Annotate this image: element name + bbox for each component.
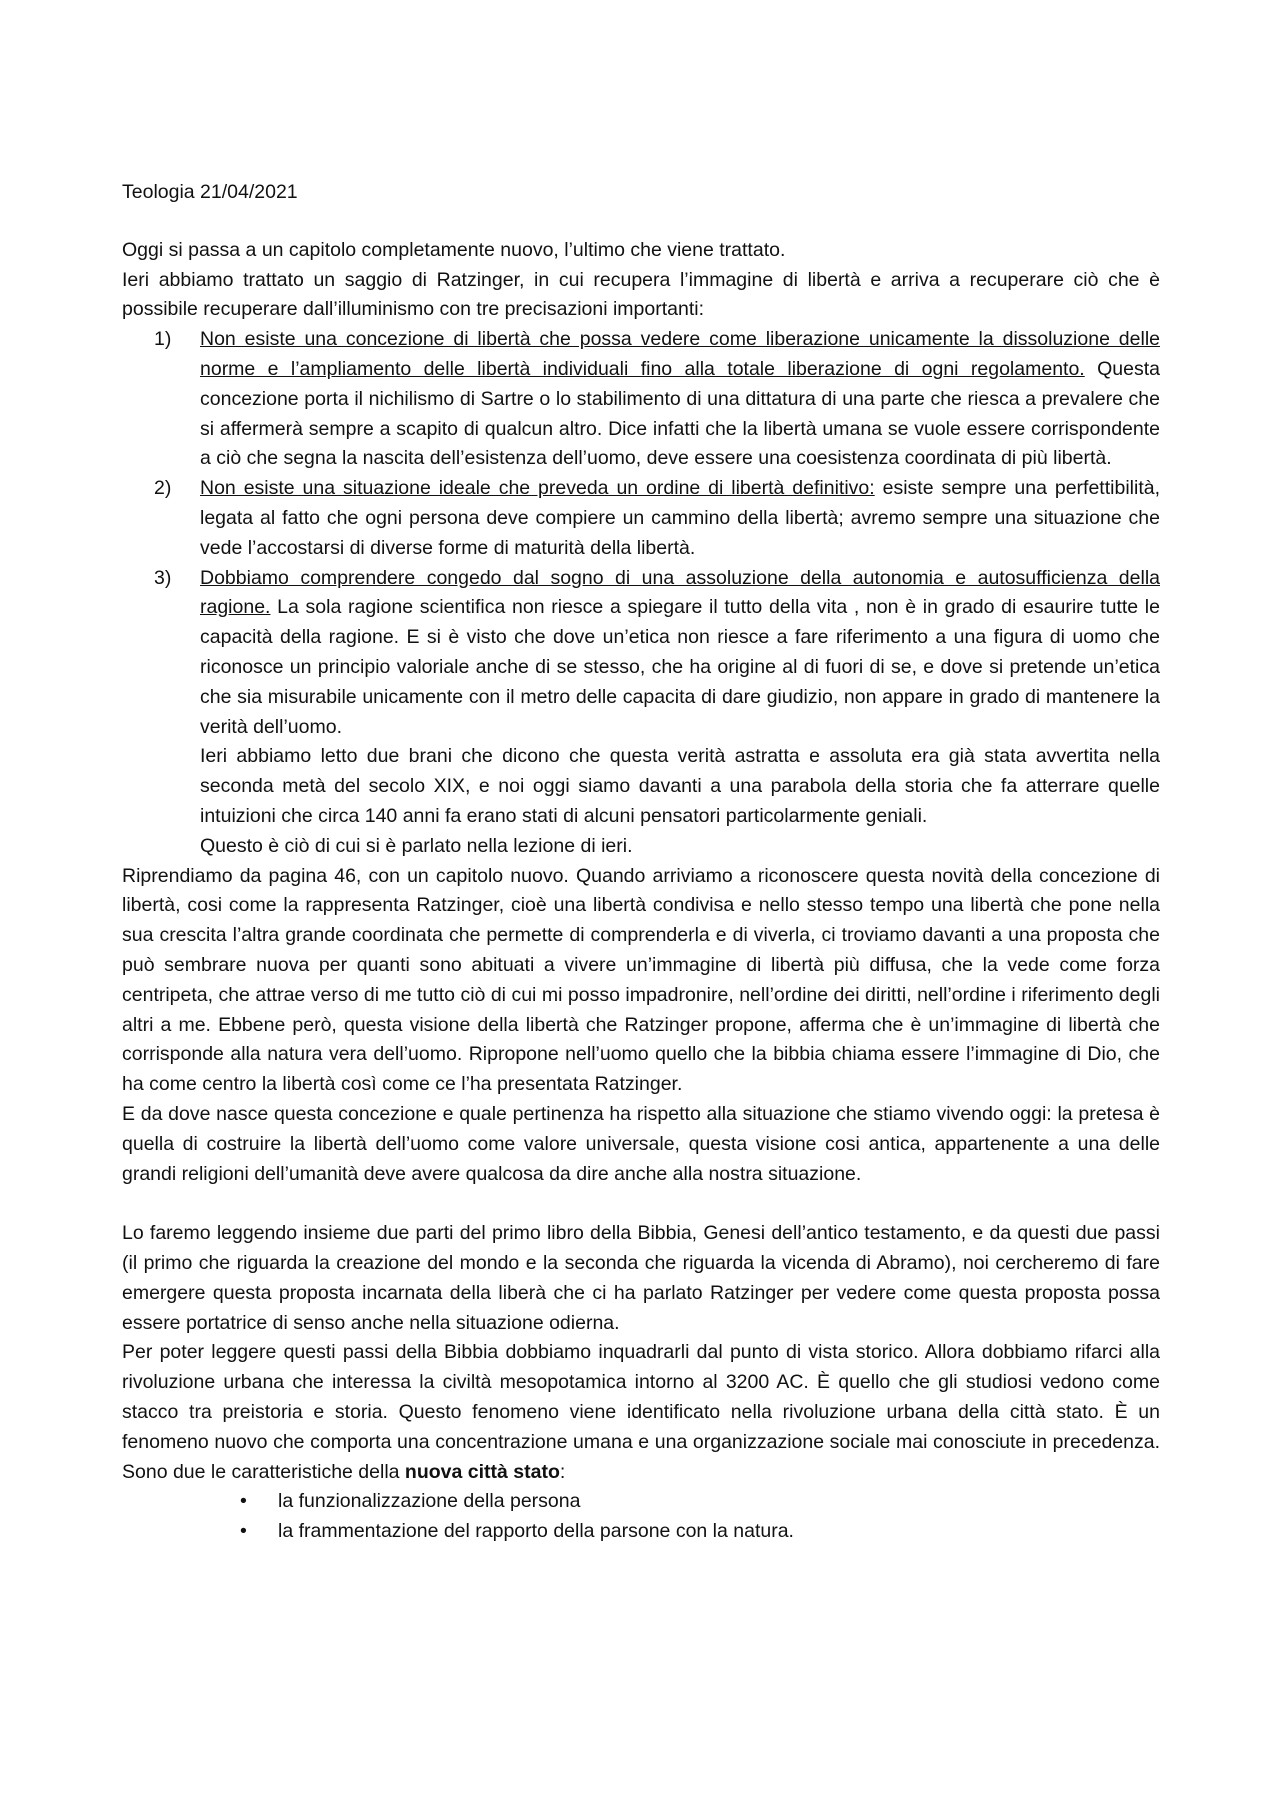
- intro-line-2: Ieri abbiamo trattato un saggio di Ratzinger, in cui recupera l’immagine di libertà e arriva a recuperare ciò che è possibile recuperare dall’illuminismo con tre precisazioni importanti:: [122, 268, 1160, 321]
- list-item: [154, 325, 1160, 474]
- intro-line-1: Oggi si passa a un capitolo completamente nuovo, l’ultimo che viene trattato.: [122, 238, 786, 261]
- underlined-statement: Dobbiamo comprendere congedo dal sogno di una assoluzione della autonomia e autosufficienza della ragione.: [200, 566, 1160, 619]
- list-number: 2): [154, 477, 172, 500]
- item-text: Questa concezione porta il nichilismo di Sartre o lo stabilimento di una dittatura di una parte che riesca a prevalere che si affermerà sempre a scapito di qualcun altro. Dice infatti che la libertà umana se vuole essere corrispondente a ciò che segna la nascita dell’esistenza dell’uomo, deve essere una coesistenza coordinata di più libertà.: [200, 357, 1160, 470]
- list-number: 3): [154, 566, 172, 589]
- item-text: esiste sempre una perfettibilità, legata al fatto che ogni persona deve compiere un cammino della libertà; avremo sempre una situazione che vede l’accostarsi di diverse forme di maturità della libertà.: [200, 477, 1160, 559]
- bullet-text: la frammentazione del rapporto della parsone con la natura.: [278, 1520, 794, 1543]
- bold-term: nuova città stato: [404, 1460, 560, 1483]
- paragraph-lo-faremo: Lo faremo leggendo insieme due parti del primo libro della Bibbia, Genesi dell’antico testamento, e da questi due passi (il primo che riguarda la creazione del mondo e la seconda che riguarda la vicenda di Abramo), noi cercheremo di fare emergere questa proposta incarnata della liberà che ci ha parlato Ratzinger per vedere come questa proposta possa essere portatrice di senso anche nella situazione odierna.: [122, 1222, 1160, 1334]
- document-page: [122, 178, 1160, 1547]
- item-subparagraph: Questo è ciò di cui si è parlato nella lezione di ieri.: [200, 834, 633, 857]
- underlined-statement: Non esiste una situazione ideale che preveda un ordine di libertà definitivo:: [200, 477, 875, 500]
- item-subparagraph: Ieri abbiamo letto due brani che dicono che questa verità astratta e assoluta era già stata avvertita nella seconda metà del secolo XIX, e noi oggi siamo davanti a una parabola della storia che fa atterrare quelle intuizioni che circa 140 anni fa erano stati di alcuni pensatori particolarmente geniali.: [200, 745, 1160, 827]
- underlined-statement: Non esiste una concezione di libertà che possa vedere come liberazione unicamente la dissoluzione delle norme e l’ampliamento delle libertà individuali fino alla totale liberazione di ogni regolamento.: [200, 328, 1160, 380]
- list-item: [154, 564, 1160, 862]
- paragraph-end: :: [559, 1460, 566, 1483]
- item-text: La sola ragione scientifica non riesce a spiegare il tutto della vita , non è in grado di esaurire tutte le capacità della ragione. E si è visto che dove un’etica non riesce a fare riferimento a una figura di uomo che riconosce un principio valoriale anche di se stesso, che ha origine al di fuori di se, e dove si pretende un’etica che sia misurabile unicamente con il metro delle capacita di dare giudizio, non appare in grado di mantenere la verità dell’uomo.: [200, 596, 1160, 738]
- bullet-icon: •: [240, 1490, 247, 1513]
- paragraph-da-dove-nasce: E da dove nasce questa concezione e quale pertinenza ha rispetto alla situazione che stiamo vivendo oggi: la pretesa è quella di costruire la libertà dell’uomo come valore universale, questa visione cosi antica, appartenente a una delle grandi religioni dell’umanità deve avere qualcosa da dire anche alla nostra situazione.: [122, 1102, 1160, 1185]
- document-title: Teologia 21/04/2021: [122, 181, 298, 203]
- list-number: 1): [154, 328, 172, 351]
- paragraph-per-poter-leggere: [122, 1338, 1160, 1487]
- bullet-icon: •: [240, 1520, 247, 1543]
- bullet-text: la funzionalizzazione della persona: [278, 1490, 581, 1513]
- bullet-item: [240, 1487, 1160, 1517]
- paragraph-text: Per poter leggere questi passi della Bibbia dobbiamo inquadrarli dal punto di vista storico. Allora dobbiamo rifarci alla rivoluzione urbana che interessa la civiltà mesopotamica intorno al 3200 AC. È quello che gli studiosi vedono come stacco tra preistoria e storia. Questo fenomeno viene identificato nella rivoluzione urbana della città stato. È un fenomeno nuovo che comporta una concentrazione umana e una organizzazione sociale mai conosciute in precedenza. Sono due le caratteristiche della: [122, 1341, 1160, 1483]
- characteristics-list: [122, 1487, 1160, 1547]
- paragraph-riprendiamo: Riprendiamo da pagina 46, con un capitolo nuovo. Quando arriviamo a riconoscere questa novità della concezione di libertà, cosi come la rappresenta Ratzinger, cioè una libertà condivisa e nello stesso tempo una libertà che pone nella sua crescita l’altra grande coordinata che permette di comprenderla e di viverla, ci troviamo davanti a una proposta che può sembrare nuova per quanti sono abituati a vivere un’immagine di libertà più diffusa, che la vede come forza centripeta, che attrae verso di me tutto ciò di cui mi posso impadronire, nell’ordine dei diritti, nell’ordine i riferimento degli altri a me. Ebbene però, questa visione della libertà che Ratzinger propone, afferma che è un’immagine di libertà che corrisponde alla natura vera dell’uomo. Ripropone nell’uomo quello che la bibbia chiama essere l’immagine di Dio, che ha come centro la libertà così come ce l’ha presentata Ratzinger.: [122, 864, 1160, 1096]
- list-item: [154, 474, 1160, 563]
- paragraph-gap: [122, 1189, 1160, 1219]
- precisazioni-list: [122, 325, 1160, 861]
- bullet-item: [240, 1517, 1160, 1547]
